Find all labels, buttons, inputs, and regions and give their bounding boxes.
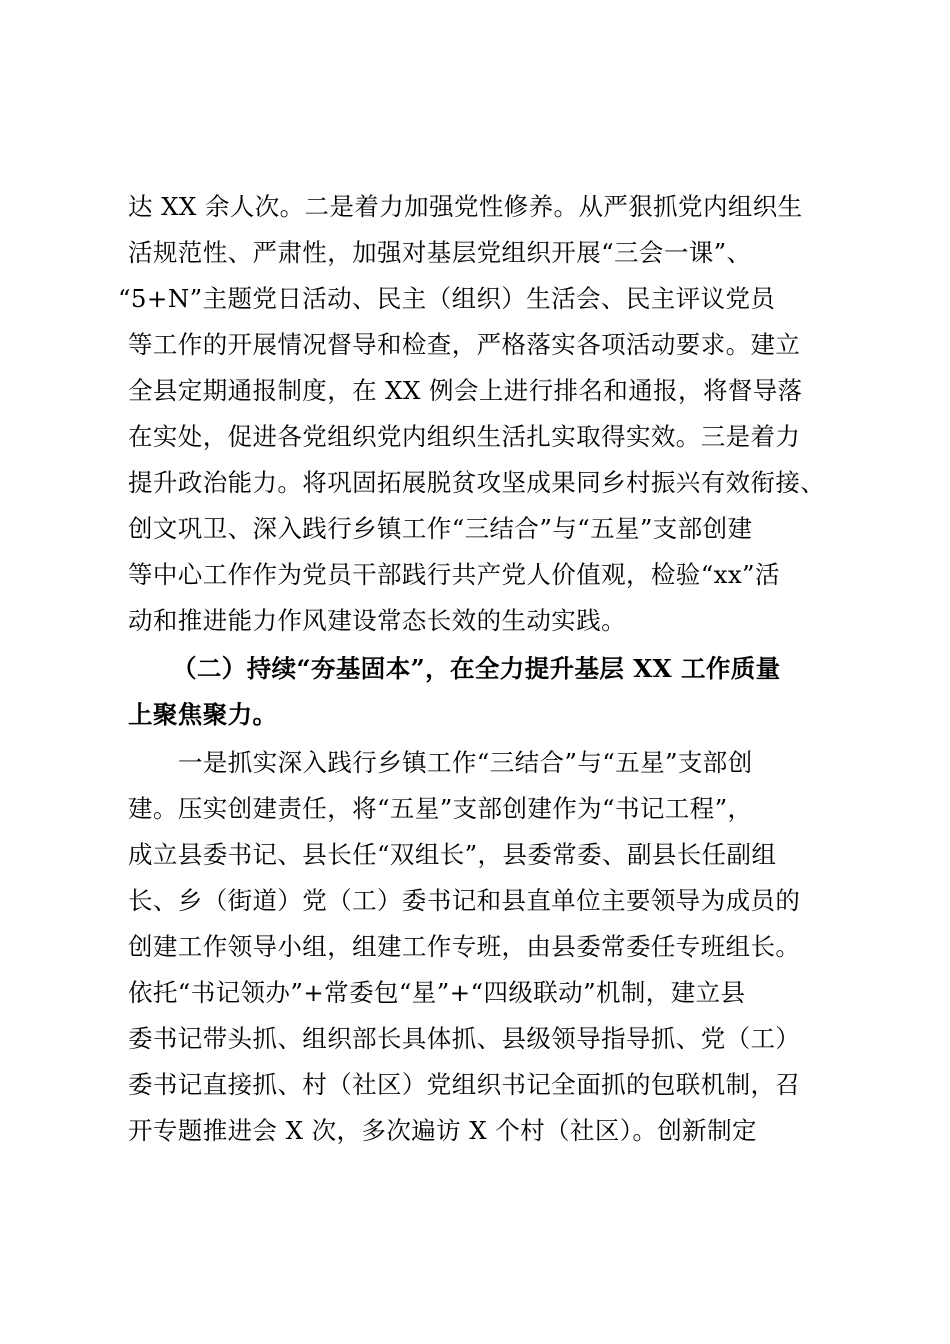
paragraph-2-line: 一是抓实深入践行乡镇工作“三结合”与“五星”支部创: [178, 748, 753, 777]
paragraph-2-line: 创建工作领导小组，组建工作专班，由县委常委任专班组长。: [128, 932, 801, 961]
paragraph-2-line: 委书记直接抓、村（社区）党组织书记全面抓的包联机制，召: [128, 1070, 801, 1099]
paragraph-2-line: 建。压实创建责任，将“五星”支部创建作为“书记工程”，: [128, 794, 753, 823]
paragraph-1-line: 达 XX 余人次。二是着力加强党性修养。从严狠抓党内组织生: [128, 192, 803, 221]
section-heading-line: 上聚焦聚力。: [128, 700, 278, 729]
paragraph-2-line: 开专题推进会 X 次，多次遍访 X 个村（社区）。创新制定: [128, 1116, 757, 1145]
paragraph-1-line: 动和推进能力作风建设常态长效的生动实践。: [128, 606, 626, 635]
paragraph-2-line: 委书记带头抓、组织部长具体抓、县级领导指导抓、党（工）: [128, 1024, 801, 1053]
paragraph-1-line: 等中心工作作为党员干部践行共产党人价值观，检验“xx”活: [128, 560, 780, 589]
paragraph-1-line: 在实处，促进各党组织党内组织生活扎实取得实效。三是着力: [128, 422, 801, 451]
paragraph-2-line: 成立县委书记、县长任“双组长”，县委常委、副县长任副组: [128, 840, 777, 869]
paragraph-2-line: 长、乡（街道）党（工）委书记和县直单位主要领导为成员的: [128, 886, 801, 915]
paragraph-1-line: 全县定期通报制度，在 XX 例会上进行排名和通报，将督导落: [128, 376, 803, 405]
paragraph-1-line: 创文巩卫、深入践行乡镇工作“三结合”与“五星”支部创建: [128, 514, 753, 543]
paragraph-1-line: 提升政治能力。将巩固拓展脱贫攻坚成果同乡村振兴有效衔接、: [128, 468, 826, 497]
paragraph-1-line: 活规范性、严肃性，加强对基层党组织开展“三会一课”、: [128, 238, 752, 267]
paragraph-2-line: 依托“书记领办”+常委包“星”+“四级联动”机制，建立县: [128, 978, 746, 1007]
section-heading-line: （二）持续“夯基固本”，在全力提升基层 XX 工作质量: [172, 654, 781, 683]
paragraph-1-line: “5+N”主题党日活动、民主（组织）生活会、民主评议党员: [118, 284, 776, 313]
paragraph-1-line: 等工作的开展情况督导和检查，严格落实各项活动要求。建立: [128, 330, 801, 359]
